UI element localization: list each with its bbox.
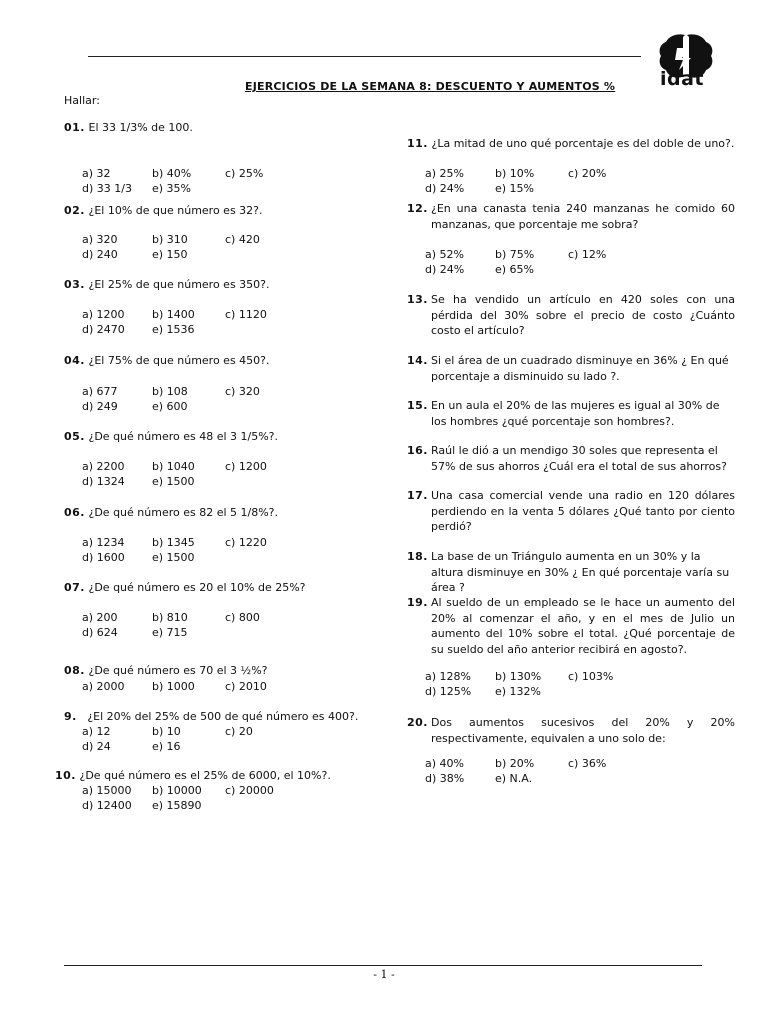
- option: a) 32: [82, 167, 111, 180]
- option: e) 15%: [495, 182, 535, 195]
- option: c) 2010: [225, 680, 267, 693]
- question-text: ¿En una canasta tenia 240 manzanas he comido 60 manzanas, que porcentaje me sobra?: [431, 202, 735, 231]
- option: d) 33 1/3: [82, 182, 132, 195]
- option: b) 20%: [495, 757, 535, 770]
- option: c) 1220: [225, 536, 267, 549]
- question-number: 12.: [407, 202, 428, 215]
- option: a) 52%: [425, 248, 464, 261]
- question-11: [407, 136, 734, 152]
- option: c) 20000: [225, 784, 274, 797]
- options-20: [425, 756, 638, 786]
- question-number: 13.: [407, 293, 428, 306]
- question-text: Raúl le dió a un mendigo 30 soles que representa el 57% de sus ahorros ¿Cuál era el total de sus ahorros?: [431, 444, 727, 473]
- option: d) 24%: [425, 182, 465, 195]
- question-10: [55, 768, 331, 784]
- question-number: 05.: [64, 430, 85, 443]
- options-07: [82, 610, 295, 640]
- option: e) 1500: [152, 551, 195, 564]
- question-17: [407, 488, 735, 535]
- question-number: 15.: [407, 399, 428, 412]
- question-text: Dos aumentos sucesivos del 20% y 20% respectivamente, equivalen a uno solo de:: [431, 716, 735, 745]
- question-number: 01.: [64, 121, 85, 134]
- options-10: [82, 783, 295, 813]
- option: d) 24: [82, 740, 111, 753]
- question-number: 03.: [64, 278, 85, 291]
- option: d) 125%: [425, 685, 472, 698]
- option: b) 130%: [495, 670, 542, 683]
- option: b) 1040: [152, 460, 195, 473]
- option: d) 624: [82, 626, 118, 639]
- option: b) 1000: [152, 680, 195, 693]
- options-02: [82, 232, 295, 262]
- option: a) 677: [82, 385, 118, 398]
- option: a) 15000: [82, 784, 132, 797]
- option: d) 24%: [425, 263, 465, 276]
- question-text: En un aula el 20% de las mujeres es igual al 30% de los hombres ¿qué porcentaje son hombres?.: [431, 399, 720, 428]
- brand-logo-text: idat: [660, 68, 705, 90]
- question-text: ¿De qué número es 48 el 3 1/5%?.: [88, 430, 279, 443]
- option: c) 12%: [568, 248, 607, 261]
- option: c) 25%: [225, 167, 264, 180]
- option: b) 10: [152, 725, 181, 738]
- option: b) 40%: [152, 167, 192, 180]
- option: d) 240: [82, 248, 118, 261]
- question-16: [407, 443, 735, 474]
- option: c) 1120: [225, 308, 267, 321]
- option: c) 20: [225, 725, 253, 738]
- option: c) 36%: [568, 757, 607, 770]
- option: b) 810: [152, 611, 188, 624]
- option: a) 25%: [425, 167, 464, 180]
- option: e) 600: [152, 400, 188, 413]
- question-08: [64, 663, 267, 679]
- question-12: [407, 201, 735, 232]
- option: e) 35%: [152, 182, 192, 195]
- question-text: Al sueldo de un empleado se le hace un aumento del 20% al comenzar el año, y en el mes de Julio un aumento del 10% sobre el total. ¿Qué porcentaje de su sueldo del año anterior recibirá en agosto?.: [431, 596, 735, 656]
- question-number: 04.: [64, 354, 85, 367]
- question-number: 9.: [64, 710, 77, 723]
- question-text: ¿El 75% de que número es 450?.: [88, 354, 270, 367]
- option: c) 1200: [225, 460, 267, 473]
- question-15: [407, 398, 735, 429]
- option: e) 150: [152, 248, 188, 261]
- options-11: [425, 166, 638, 196]
- question-text: Si el área de un cuadrado disminuye en 36% ¿ En qué porcentaje a disminuido su lado ?.: [431, 354, 729, 383]
- option: c) 800: [225, 611, 260, 624]
- option: b) 75%: [495, 248, 535, 261]
- question-text: La base de un Triángulo aumenta en un 30% y la altura disminuye en 30% ¿ En qué porcentaje varía su área ?: [431, 550, 730, 594]
- question-number: 08.: [64, 664, 85, 677]
- option: e) 132%: [495, 685, 542, 698]
- question-text: ¿El 20% del 25% de 500 de qué número es 400?.: [87, 710, 359, 723]
- option: d) 38%: [425, 772, 465, 785]
- option: c) 20%: [568, 167, 607, 180]
- option: a) 40%: [425, 757, 464, 770]
- question-number: 07.: [64, 581, 85, 594]
- question-text: ¿De qué número es 20 el 10% de 25%?: [88, 581, 306, 594]
- question-14: [407, 353, 735, 384]
- option: e) 65%: [495, 263, 535, 276]
- option: c) 420: [225, 233, 260, 246]
- question-text: Una casa comercial vende una radio en 120 dólares perdiendo en la venta 5 dólares ¿Qué tanto por ciento perdió?: [431, 489, 735, 533]
- option: e) 16: [152, 740, 181, 753]
- option: d) 2470: [82, 323, 125, 336]
- question-02: [64, 203, 263, 219]
- option: e) 1536: [152, 323, 195, 336]
- options-03: [82, 307, 295, 337]
- option: a) 200: [82, 611, 118, 624]
- question-09: [64, 709, 358, 725]
- question-number: 02.: [64, 204, 85, 217]
- option: d) 1600: [82, 551, 125, 564]
- option: d) 249: [82, 400, 118, 413]
- option: a) 2200: [82, 460, 125, 473]
- options-04: [82, 384, 295, 414]
- option: c) 320: [225, 385, 260, 398]
- question-05: [64, 429, 278, 445]
- option: e) 715: [152, 626, 188, 639]
- footer-rule: [64, 965, 702, 966]
- option: a) 1234: [82, 536, 125, 549]
- question-19: [407, 595, 735, 657]
- page-title: EJERCICIOS DE LA SEMANA 8: DESCUENTO Y AUMENTOS %: [245, 80, 616, 93]
- question-03: [64, 277, 270, 293]
- question-number: 11.: [407, 137, 428, 150]
- question-text: ¿De qué número es 82 el 5 1/8%?.: [88, 506, 279, 519]
- question-06: [64, 505, 278, 521]
- option: b) 1345: [152, 536, 195, 549]
- header-rule: [88, 56, 641, 57]
- option: a) 2000: [82, 680, 125, 693]
- option: b) 10000: [152, 784, 202, 797]
- question-number: 20.: [407, 716, 428, 729]
- question-number: 14.: [407, 354, 428, 367]
- options-19: [425, 669, 638, 699]
- question-text: ¿De qué número es 70 el 3 ½%?: [88, 664, 268, 677]
- option: a) 1200: [82, 308, 125, 321]
- question-text: Se ha vendido un artículo en 420 soles con una pérdida del 30% sobre el precio de costo ¿Cuánto costo el artículo?: [431, 293, 735, 337]
- page-number: - 1 -: [373, 968, 395, 981]
- question-01: [64, 120, 193, 136]
- options-08: [82, 679, 295, 694]
- question-number: 10.: [55, 769, 76, 782]
- option: b) 108: [152, 385, 188, 398]
- options-06: [82, 535, 295, 565]
- option: a) 128%: [425, 670, 471, 683]
- question-text: ¿De qué número es el 25% de 6000, el 10%?.: [79, 769, 331, 782]
- option: b) 10%: [495, 167, 535, 180]
- question-20: [407, 715, 735, 746]
- option: e) 1500: [152, 475, 195, 488]
- question-text: El 33 1/3% de 100.: [88, 121, 193, 134]
- question-13: [407, 292, 735, 339]
- options-05: [82, 459, 295, 489]
- option: a) 320: [82, 233, 118, 246]
- question-number: 06.: [64, 506, 85, 519]
- option: e) 15890: [152, 799, 202, 812]
- option: e) N.A.: [495, 772, 533, 785]
- question-number: 19.: [407, 596, 428, 609]
- question-text: ¿La mitad de uno qué porcentaje es del doble de uno?.: [431, 137, 735, 150]
- intro-text: Hallar:: [64, 94, 100, 107]
- question-number: 17.: [407, 489, 428, 502]
- option: b) 310: [152, 233, 188, 246]
- option: a) 12: [82, 725, 111, 738]
- options-09: [82, 724, 295, 754]
- question-04: [64, 353, 270, 369]
- question-18: [407, 549, 735, 596]
- question-number: 18.: [407, 550, 428, 563]
- options-12: [425, 247, 638, 277]
- options-01: [82, 166, 295, 196]
- question-text: ¿El 10% de que número es 32?.: [88, 204, 263, 217]
- option: d) 12400: [82, 799, 132, 812]
- option: d) 1324: [82, 475, 125, 488]
- option: c) 103%: [568, 670, 614, 683]
- option: b) 1400: [152, 308, 195, 321]
- question-number: 16.: [407, 444, 428, 457]
- question-text: ¿El 25% de que número es 350?.: [88, 278, 270, 291]
- question-07: [64, 580, 306, 596]
